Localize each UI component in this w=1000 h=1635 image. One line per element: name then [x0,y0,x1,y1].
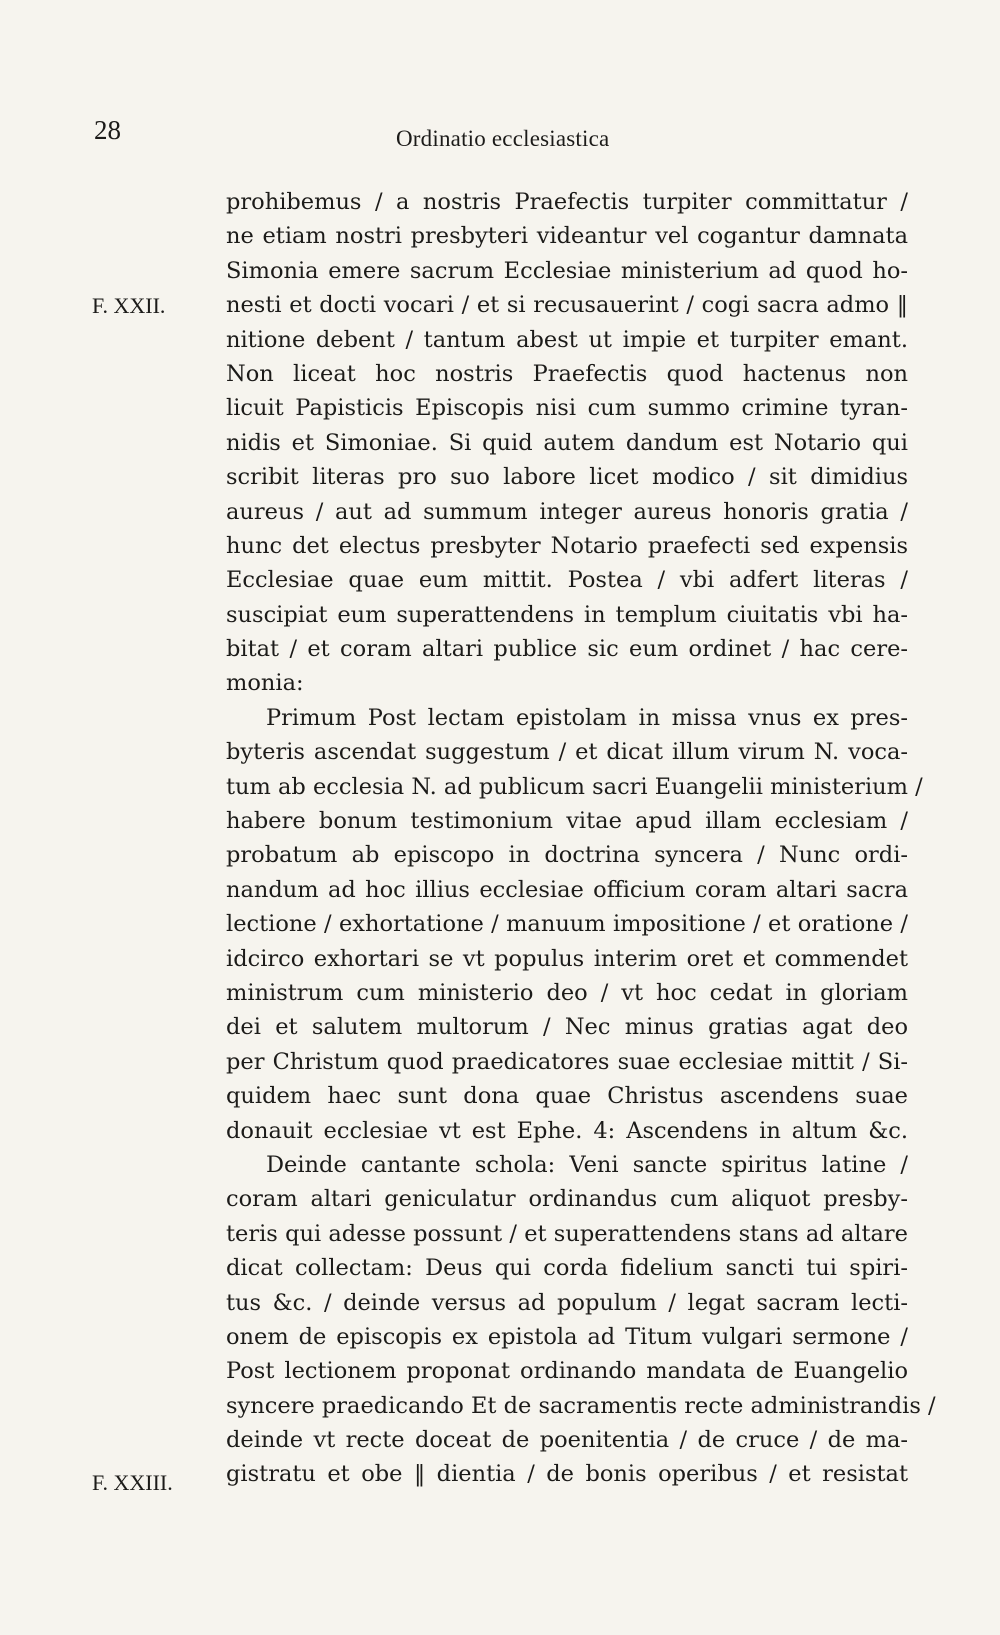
running-head: Ordinatio ecclesiastica [396,126,610,151]
text-line: syncere praedicando Et de sacramentis recte administrandis / [226,1392,936,1419]
text-line: deinde vt recte doceat de poenitentia / de cruce / de ma- [226,1427,908,1454]
text-line: tus &c. / deinde versus ad populum / legat sacram lecti- [226,1289,908,1316]
text-line: Simonia emere sacrum Ecclesiae ministerium ad quod ho- [226,257,908,284]
text-line: Deinde cantante schola: Veni sancte spiritus latine / [266,1151,908,1178]
text-line: suscipiat eum superattendens in templum ciuitatis vbi ha- [226,601,908,628]
text-line: per Christum quod praedicatores suae ecclesiae mittit / Si- [226,1048,908,1075]
text-line: lectione / exhortatione / manuum impositione / et oratione / [226,911,908,938]
text-line: habere bonum testimonium vitae apud illam ecclesiam / [226,808,908,835]
text-line: coram altari geniculatur ordinandus cum aliquot presby- [226,1186,908,1213]
text-line: byteris ascendat suggestum / et dicat illum virum N. voca- [226,739,908,766]
text-line: Post lectionem proponat ordinando mandata de Euangelio [226,1358,908,1385]
text-line: Non liceat hoc nostris Praefectis quod hactenus non [226,360,908,387]
text-line: quidem haec sunt dona quae Christus ascendens suae [226,1083,908,1110]
text-line: onem de episcopis ex epistola ad Titum vulgari sermone / [226,1323,908,1350]
margin-note-folio-xxiii: F. XXIII. [92,1470,173,1495]
text-line: idcirco exhortari se vt populus interim oret et commendet [226,945,908,972]
text-line: dicat collectam: Deus qui corda fidelium sancti tui spiri- [226,1255,908,1282]
text-line: aureus / aut ad summum integer aureus honoris gratia / [226,498,908,525]
text-line: hunc det electus presbyter Notario praefecti sed expensis [226,532,908,559]
text-line: dei et salutem multorum / Nec minus gratias agat deo [226,1014,908,1041]
text-line: licuit Papisticis Episcopis nisi cum summo crimine tyran- [226,395,908,422]
text-line: bitat / et coram altari publice sic eum ordinet / hac cere- [226,636,908,663]
body-text [226,185,936,1492]
text-line: ne etiam nostri presbyteri videantur vel cogantur damnata [226,223,908,250]
text-line: tum ab ecclesia N. ad publicum sacri Euangelii ministerium / [226,773,923,800]
text-line: gistratu et obe ‖ dientia / de bonis operibus / et resistat [226,1461,908,1488]
margin-note-folio-xxii: F. XXII. [92,293,166,318]
text-line: teris qui adesse possunt / et superattendens stans ad altare [226,1220,908,1247]
page-number: 28 [94,115,121,145]
text-line: nandum ad hoc illius ecclesiae officium coram altari sacra [226,876,908,903]
text-line: nitione debent / tantum abest ut impie et turpiter emant. [226,326,908,353]
text-line: Primum Post lectam epistolam in missa vnus ex pres- [266,704,908,731]
text-line: nidis et Simoniae. Si quid autem dandum est Notario qui [226,429,908,456]
text-line: Ecclesiae quae eum mittit. Postea / vbi adfert literas / [226,567,908,594]
text-line: prohibemus / a nostris Praefectis turpiter committatur / [226,189,908,215]
text-line: probatum ab episcopo in doctrina syncera / Nunc ordi- [226,842,908,869]
text-line: monia: [226,670,304,697]
text-line: nesti et docti vocari / et si recusauerint / cogi sacra admo ‖ [226,292,908,319]
text-line: ministrum cum ministerio deo / vt hoc cedat in gloriam [226,979,908,1006]
text-line: donauit ecclesiae vt est Ephe. 4: Ascendens in altum &c. [226,1117,908,1144]
text-line: scribit literas pro suo labore licet modico / sit dimidius [226,464,908,491]
